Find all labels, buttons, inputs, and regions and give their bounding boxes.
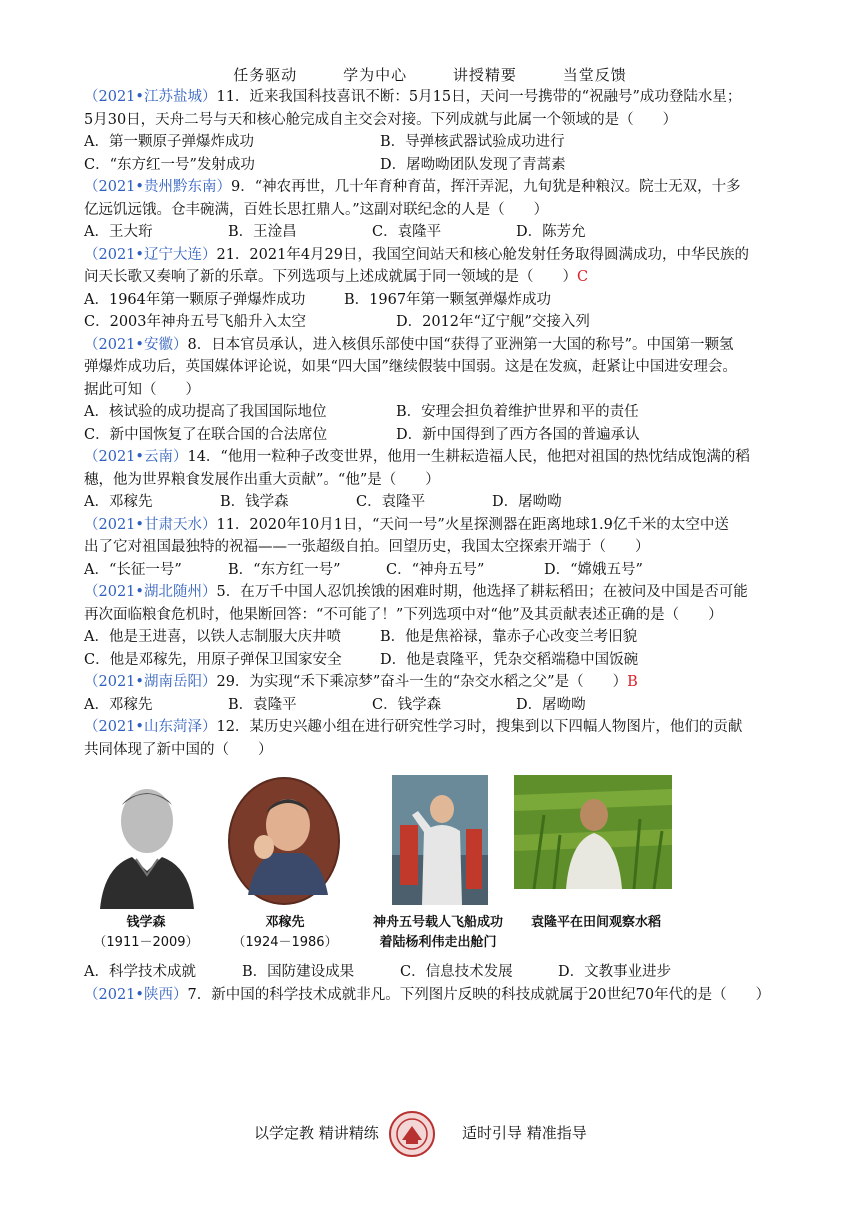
option-b: B．1967年第一颗氢弹爆炸成功 — [344, 291, 552, 308]
question-source: （2021•贵州黔东南） — [84, 179, 231, 195]
option-c: C．2003年神舟五号飞船升入太空 — [84, 314, 306, 330]
option-d: D．屠呦呦 — [516, 696, 586, 713]
question-text: 再次面临粮食危机时，他果断回答：“不可能了！”下列选项中对“他”及其贡献表述正确的是（ ） — [84, 606, 723, 623]
header-item: 任务驱动 — [233, 66, 298, 84]
option-c: C．新中国恢复了在联合国的合法席位 — [84, 426, 328, 443]
question-text: 据此可知（ ） — [84, 381, 200, 398]
option-c: C．信息技术发展 — [400, 964, 513, 980]
answer-mark: B — [627, 674, 638, 690]
portrait-figure — [86, 767, 676, 957]
option-a: A．王大珩 — [84, 224, 153, 240]
portrait-photo-deng — [224, 775, 344, 909]
question-source: （2021•湖南岳阳） — [84, 674, 217, 690]
question-source: （2021•安徽） — [84, 336, 188, 353]
option-b: B．他是焦裕禄，靠赤子心改变兰考旧貌 — [380, 629, 638, 645]
question-text: 5．在万千中国人忍饥挨饿的困难时期，他选择了耕耘稻田；在被问及中国是否可能 — [216, 584, 748, 600]
question-2 — [84, 176, 784, 244]
photo-caption — [358, 913, 518, 953]
rice-field-photo — [514, 775, 672, 889]
question-10 — [84, 984, 784, 1007]
option-c: C．钱学森 — [372, 696, 442, 713]
question-text: 共同体现了新中国的（ ） — [84, 741, 273, 758]
option-a: A．“长征一号” — [84, 561, 182, 578]
question-text: 8．日本官员承认，进入核俱乐部使中国“获得了亚洲第一大国的称号”。中国第一颗氢 — [187, 336, 734, 353]
question-9 — [84, 716, 784, 984]
question-text: 11．近来我国科技喜讯不断：5月15日，天问一号携带的“祝融号”成功登陆水星； — [216, 89, 742, 105]
footer-left-text: 以学定教 精讲精练 — [254, 1124, 379, 1142]
option-c: C．他是邓稼先，用原子弹保卫国家安全 — [84, 651, 342, 668]
option-d: D．陈芳允 — [516, 224, 586, 240]
question-text: 9．“神农再世，几十年育种育苗，挥汗弄泥，九旬犹是种粮汉。院士无双，十多 — [230, 179, 741, 195]
option-a: A．科学技术成就 — [84, 964, 196, 980]
photo-caption — [516, 913, 676, 933]
option-d: D．文教事业进步 — [558, 964, 672, 980]
option-c: C．“东方红一号”发射成功 — [84, 156, 255, 173]
question-3 — [84, 244, 784, 334]
question-text: 弹爆炸成功后，英国媒体评论说，如果“四大国”继续假装中国弱。这是在发疯，赶紧让中国进安理会。 — [84, 359, 737, 375]
question-text: 穗，他为世界粮食发展作出重大贡献”。“他”是（ ） — [84, 471, 440, 488]
question-text: 29．为实现“禾下乘凉梦”奋斗一生的“杂交水稻之父”是（ ） — [216, 674, 628, 690]
option-a: A．核试验的成功提高了我国国际地位 — [84, 404, 327, 420]
question-list — [84, 86, 784, 1006]
caption-name: 钱学森 — [126, 915, 166, 930]
option-d: D．新中国得到了西方各国的普遍承认 — [396, 426, 640, 443]
question-7 — [84, 581, 784, 671]
option-b: B．安理会担负着维护世界和平的责任 — [396, 404, 639, 420]
question-text: 问天长歌又奏响了新的乐章。下列选项与上述成就属于同一领域的是（ ） — [84, 269, 577, 285]
option-d: D．屠呦呦 — [492, 494, 562, 510]
option-d: D．“嫦娥五号” — [544, 561, 643, 578]
astronaut-photo — [392, 775, 488, 905]
option-a: A．第一颗原子弹爆炸成功 — [84, 134, 254, 150]
question-text: 7．新中国的科学技术成就非凡。下列图片反映的科技成就属于20世纪70年代的是（ ） — [187, 986, 771, 1003]
option-b: B．“东方红一号” — [228, 561, 341, 578]
question-4 — [84, 334, 784, 447]
question-text: 亿远饥远饿。仓丰碗满，百姓长思扛鼎人。”这副对联纪念的人是（ ） — [84, 201, 549, 218]
option-c: C．袁隆平 — [372, 224, 442, 240]
portrait-photo-qian — [92, 775, 202, 909]
option-a: A．邓稼先 — [84, 696, 153, 713]
question-source: （2021•云南） — [84, 449, 188, 465]
question-source: （2021•辽宁大连） — [84, 246, 217, 263]
question-source: （2021•甘肃天水） — [84, 516, 217, 533]
question-8 — [84, 671, 784, 716]
caption-years: （1924－1986） — [232, 935, 338, 950]
header-item: 讲授精要 — [452, 66, 517, 84]
question-text: 出了它对祖国最独特的祝福——一张超级自拍。回望历史，我国太空探索开端于（ ） — [84, 539, 650, 555]
photo-caption — [220, 913, 350, 953]
answer-mark: C — [577, 269, 589, 285]
question-source: （2021•陕西） — [84, 986, 188, 1003]
option-a: A．他是王进喜，以铁人志制服大庆井喷 — [84, 629, 341, 645]
question-text: 12．某历史兴趣小组在进行研究性学习时，搜集到以下四幅人物图片，他们的贡献 — [216, 719, 743, 735]
question-6 — [84, 514, 784, 582]
question-source: （2021•山东菏泽） — [84, 719, 217, 735]
option-d: D．他是袁隆平，凭杂交稻端稳中国饭碗 — [380, 651, 639, 668]
option-a: A．邓稼先 — [84, 494, 153, 510]
option-d: D．2012年“辽宁舰”交接入列 — [396, 314, 590, 330]
question-5 — [84, 446, 784, 514]
option-c: C．“神舟五号” — [386, 561, 485, 578]
caption-line: 着陆杨利伟走出舱门 — [379, 935, 497, 950]
option-d: D．屠呦呦团队发现了青蒿素 — [380, 156, 566, 173]
option-b: B．导弹核武器试验成功进行 — [380, 134, 565, 150]
caption-years: （1911－2009） — [93, 935, 199, 950]
header-item: 学为中心 — [343, 66, 408, 84]
caption-name: 邓稼先 — [265, 915, 305, 930]
option-b: B．国防建设成果 — [242, 964, 355, 980]
caption-line: 神舟五号载人飞船成功 — [372, 915, 503, 930]
question-text: 14．“他用一粒种子改变世界，他用一生耕耘造福人民，他把对祖国的热忱结成饱满的稻 — [187, 449, 750, 465]
option-c: C．袁隆平 — [356, 494, 426, 510]
option-b: B．王淦昌 — [228, 224, 297, 240]
option-a: A．1964年第一颗原子弹爆炸成功 — [84, 291, 306, 308]
photo-caption — [86, 913, 206, 953]
question-source: （2021•江苏盐城） — [84, 89, 217, 105]
question-1 — [84, 86, 784, 176]
page-header — [0, 64, 860, 85]
footer-right-text: 适时引导 精准指导 — [462, 1124, 587, 1142]
header-item: 当堂反馈 — [562, 66, 627, 84]
school-seal-icon — [388, 1110, 436, 1158]
option-b: B．钱学森 — [220, 494, 289, 510]
question-text: 21．2021年4月29日，我国空间站天和核心舱发射任务取得圆满成功，中华民族的 — [216, 246, 749, 263]
option-b: B．袁隆平 — [228, 696, 297, 713]
question-text: 5月30日，天舟二号与天和核心舱完成自主交会对接。下列成就与此属一个领域的是（ ） — [84, 111, 678, 128]
caption-line: 袁隆平在田间观察水稻 — [530, 915, 661, 930]
question-text: 11．2020年10月1日，“天问一号”火星探测器在距离地球1.9亿千米的太空中送 — [216, 516, 729, 533]
question-source: （2021•湖北随州） — [84, 584, 217, 600]
